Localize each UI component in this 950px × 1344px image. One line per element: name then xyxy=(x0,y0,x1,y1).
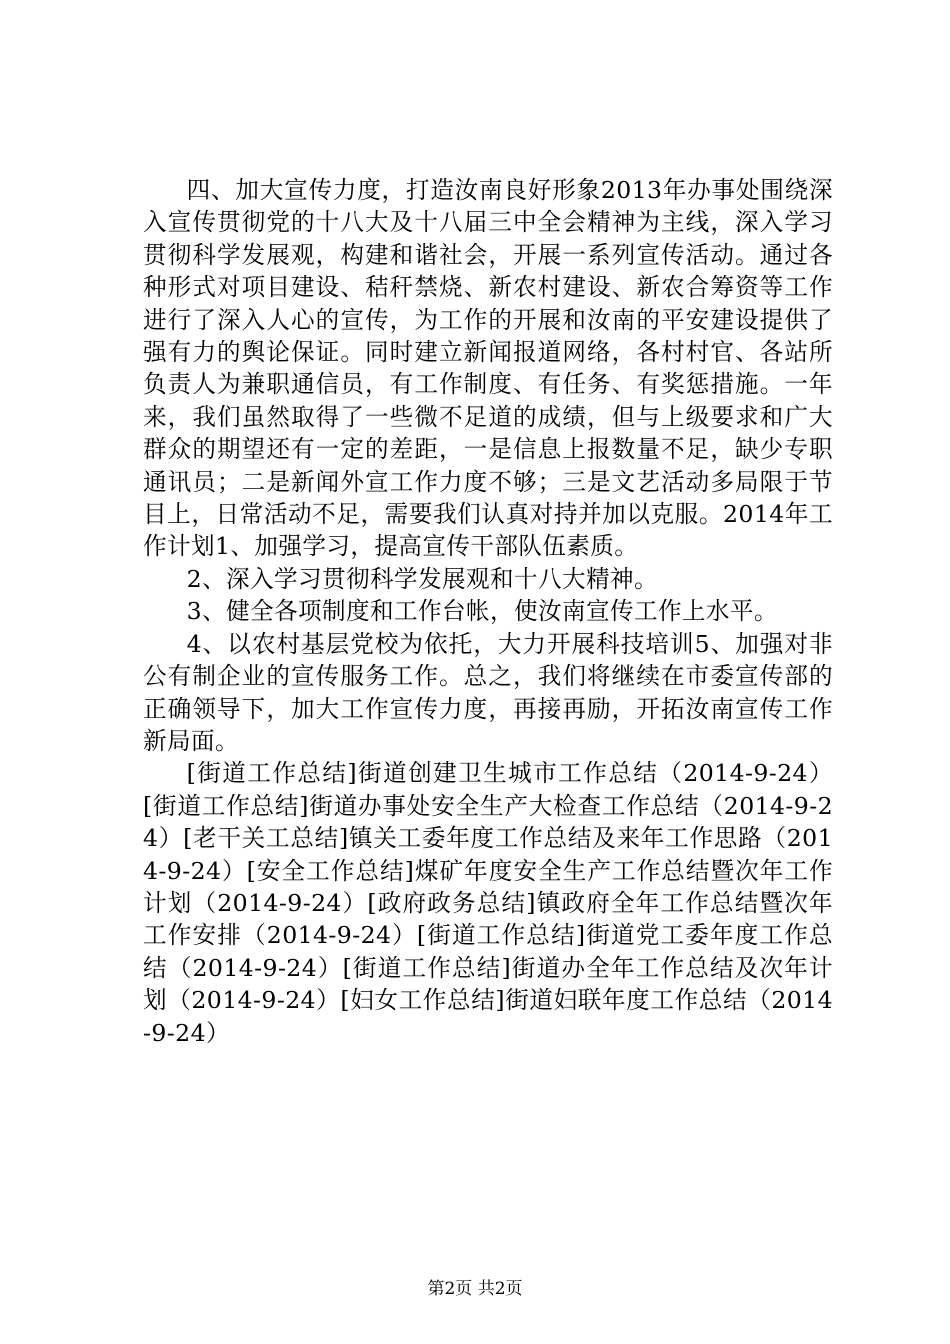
paragraph-plan-item-2: 2、深入学习贯彻科学发展观和十八大精神。 xyxy=(186,564,658,593)
page-number-footer: 第2页 共2页 xyxy=(427,1279,523,1299)
paragraph-publicity: 四、加大宣传力度，打造汝南良好形象2013年办事处围绕深入宣传贯彻党的十八大及十八届三中全会精神为主线，深入学习贯彻科学发展观，构建和谐社会，开展一系列宣传活动。通过各种形式对项目建设、秸秆禁烧、新农村建设、新农合筹资等工作进行了深入人心的宣传，为工作的开展和汝南的平安建设提供了强有力的舆论保证。同时建立新闻报道网络，各村村官、各站所负责人为兼职通信员，有工作制度、有任务、有奖惩措施。一年来，我们虽然取得了一些微不足道的成绩，但与上级要求和广大群众的期望还有一定的差距，一是信息上报数量不足，缺少专职通讯员；二是新闻外宣工作力度不够；三是文艺活动多局限于节目上，日常活动不足，需要我们认真对持并加以克服。2014年工作计划1、加强学习，提高宣传干部队伍素质。 xyxy=(143,176,833,561)
document-body xyxy=(143,174,833,1049)
paragraph-plan-item-3: 3、健全各项制度和工作台帐，使汝南宣传工作上水平。 xyxy=(186,597,778,626)
paragraph-related-links: [街道工作总结]街道创建卫生城市工作总结（2014-9-24）[街道工作总结]街道办事处安全生产大检查工作总结（2014-9-24）[老干关工总结]镇关工委年度工作总结及来年工作思路（2014-9-24）[安全工作总结]煤矿年度安全生产工作总结暨次年工作计划（2014-9-24）[政府政务总结]镇政府全年工作总结暨次年工作安排（2014-9-24）[街道工作总结]街道党工委年度工作总结（2014-9-24）[街道工作总结]街道办全年工作总结及次年计划（2014-9-24）[妇女工作总结]街道妇联年度工作总结（2014-9-24） xyxy=(143,759,833,1047)
paragraph-plan-item-4: 4、以农村基层党校为依托，大力开展科技培训5、加强对非公有制企业的宣传服务工作。总之，我们将继续在市委宣传部的正确领导下，加大工作宣传力度，再接再励，开拓汝南宣传工作新局面。 xyxy=(143,629,833,755)
